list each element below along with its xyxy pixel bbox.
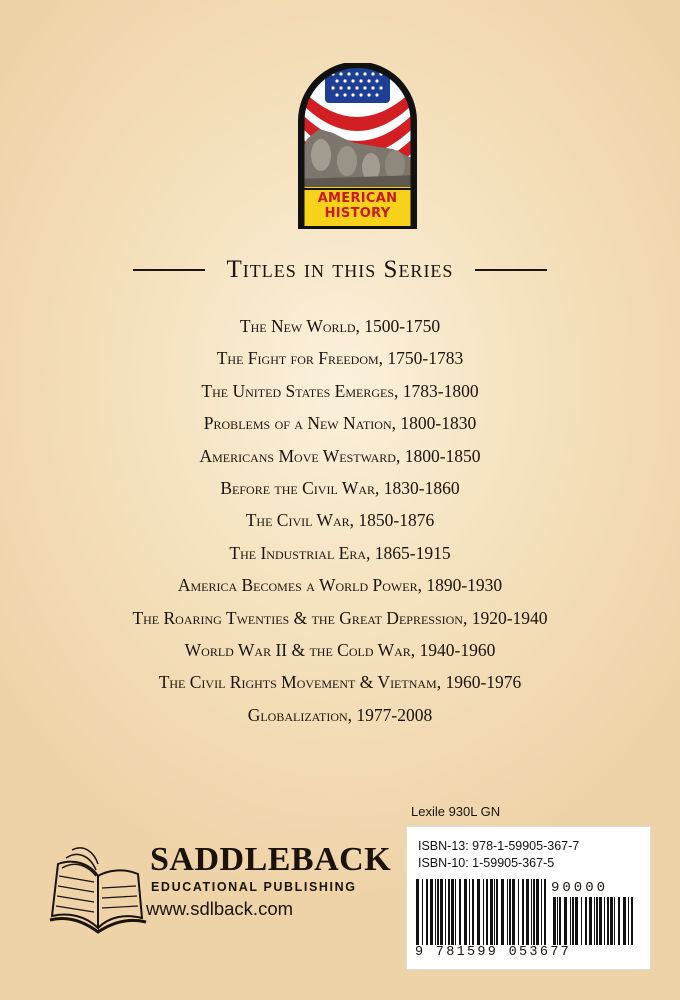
series-heading-text: Titles in this Series: [226, 256, 454, 283]
publisher-logo: [48, 841, 392, 942]
barcode-digits: 9 781599 053677: [415, 945, 572, 960]
publisher-subtitle: EDUCATIONAL PUBLISHING: [151, 880, 357, 894]
price-barcode: [553, 897, 637, 945]
series-titles-list: [0, 314, 680, 735]
publisher-url: www.sdlback.com: [146, 898, 294, 919]
series-title-item: Americans Move Westward, 1800-1850: [199, 445, 481, 466]
series-badge: [297, 63, 418, 229]
series-title-item: The United States Emerges, 1783-1800: [201, 380, 479, 401]
series-title-item: Globalization, 1977-2008: [247, 704, 433, 725]
heading-rule-left: [133, 269, 205, 271]
series-title-item: The Fight for Freedom, 1750-1783: [216, 348, 464, 369]
series-title-item: America Becomes a World Power, 1890-1930: [177, 575, 503, 596]
ean-barcode: [416, 879, 548, 945]
series-title-item: The Civil Rights Movement & Vietnam, 1960-1976: [158, 672, 522, 693]
badge-line-american: AMERICAN: [317, 191, 398, 206]
series-title-item: Problems of a New Nation, 1800-1830: [203, 413, 477, 434]
badge-line-history: HISTORY: [324, 206, 391, 221]
series-title-item: The New World, 1500-1750: [239, 316, 441, 336]
series-title-item: The Industrial Era, 1865-1915: [229, 542, 451, 563]
publisher-name: SADDLEBACK: [150, 841, 392, 878]
series-title-item: The Roaring Twenties & the Great Depression, 1920-1940: [132, 607, 548, 628]
open-book-logo-icon: [48, 846, 148, 936]
lexile-level: Lexile 930L GN: [411, 804, 501, 819]
series-title-item: Before the Civil War, 1830-1860: [220, 477, 460, 498]
isbn-13: ISBN-13: 978-1-59905-367-7: [418, 839, 580, 853]
heading-rule-right: [475, 269, 547, 271]
series-title-item: The Civil War, 1850-1876: [245, 510, 435, 531]
isbn-barcode-box: [406, 826, 651, 970]
series-title-item: World War II & the Cold War, 1940-1960: [184, 639, 496, 660]
price-code: 90000: [551, 880, 609, 896]
isbn-10: ISBN-10: 1-59905-367-5: [418, 856, 555, 870]
series-heading: [0, 255, 680, 285]
